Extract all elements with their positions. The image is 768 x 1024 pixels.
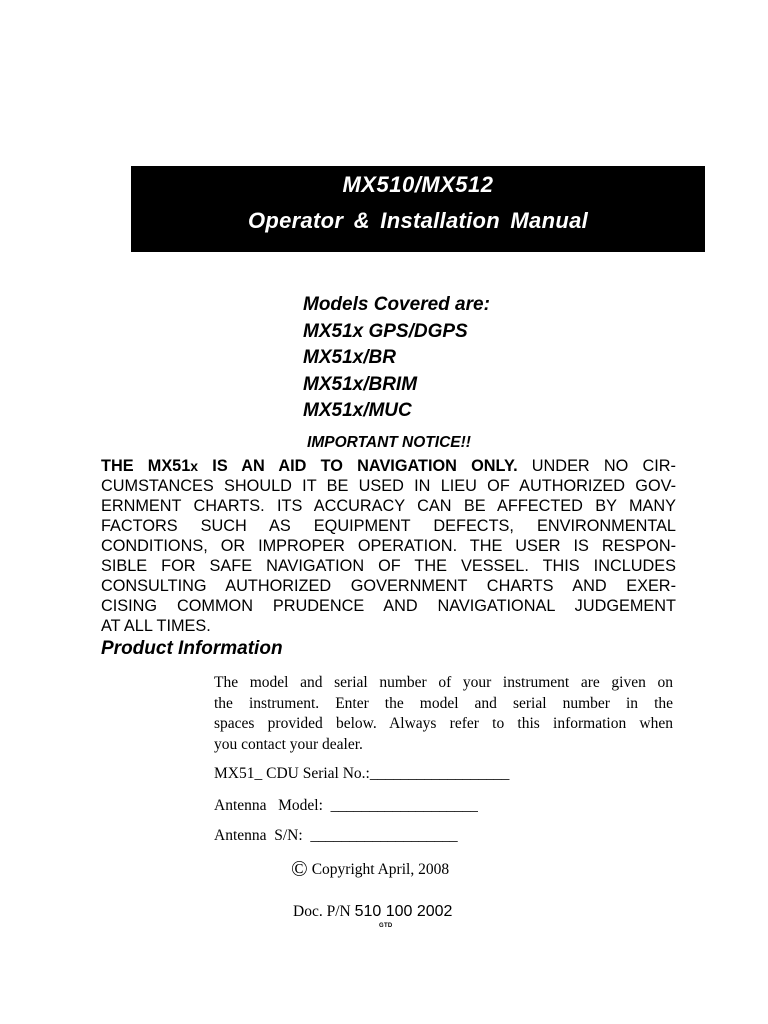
title-banner [131,166,705,252]
product-info-text [214,673,673,755]
model-item: MX51x/BR [303,347,396,368]
doc-number: 510 100 2002 [354,903,453,920]
notice-line: CONDITIONS, OR IMPROPER OPERATION. THE USER IS RESPON- [101,537,676,555]
manual-model-title: MX510/MX512 [342,172,494,197]
copyright-text: Copyright April, 2008 [311,861,450,878]
notice-lead [101,457,518,475]
doc-code: GTD [379,923,393,929]
cdu-serial-field: MX51_ CDU Serial No.:__________________ [214,765,510,782]
notice-line: AT ALL TIMES. [101,617,211,635]
notice-line1-rest: UNDER NO CIR- [531,457,676,475]
antenna-model-field: Antenna Model: ___________________ [214,797,478,814]
manual-title: Operator & Installation Manual [247,208,589,233]
product-info-heading: Product Information [101,638,283,659]
antenna-sn-field: Antenna S/N: ___________________ [214,827,458,844]
product-line: The model and serial number of your instrument are given on [214,674,673,691]
product-line: spaces provided below. Always refer to this information when [214,715,673,732]
notice-line: FACTORS SUCH AS EQUIPMENT DEFECTS, ENVIRONMENTAL [101,517,676,535]
model-item: MX51x/MUC [303,400,412,421]
notice-line: SIBLE FOR SAFE NAVIGATION OF THE VESSEL. THIS INCLUDES [101,557,676,575]
doc-prefix: Doc. P/N [293,903,355,920]
model-item: MX51x/BRIM [303,373,418,395]
notice-lead-prefix: THE MX51 [101,457,191,475]
notice-line [101,456,676,476]
notice-lead-x: x [190,458,199,474]
copyright-notice [291,856,449,882]
document-part-number [293,903,452,921]
models-covered [303,292,490,425]
copyright-icon: © [291,856,308,881]
models-heading: Models Covered are: [303,294,490,315]
notice-line: CUMSTANCES SHOULD IT BE USED IN LIEU OF AUTHORIZED GOV- [101,477,676,495]
product-line: you contact your dealer. [214,735,363,753]
notice-line: CISING COMMON PRUDENCE AND NAVIGATIONAL JUDGEMENT [101,597,676,615]
notice-title: IMPORTANT NOTICE!! [307,434,471,451]
notice-line: ERNMENT CHARTS. ITS ACCURACY CAN BE AFFECTED BY MANY [101,497,676,515]
notice-body [101,456,676,636]
notice-lead-suffix: IS AN AID TO NAVIGATION ONLY. [198,457,518,475]
model-item: MX51x GPS/DGPS [303,320,468,342]
product-line: the instrument. Enter the model and serial number in the [214,694,673,712]
notice-line: CONSULTING AUTHORIZED GOVERNMENT CHARTS AND EXER- [101,577,676,595]
